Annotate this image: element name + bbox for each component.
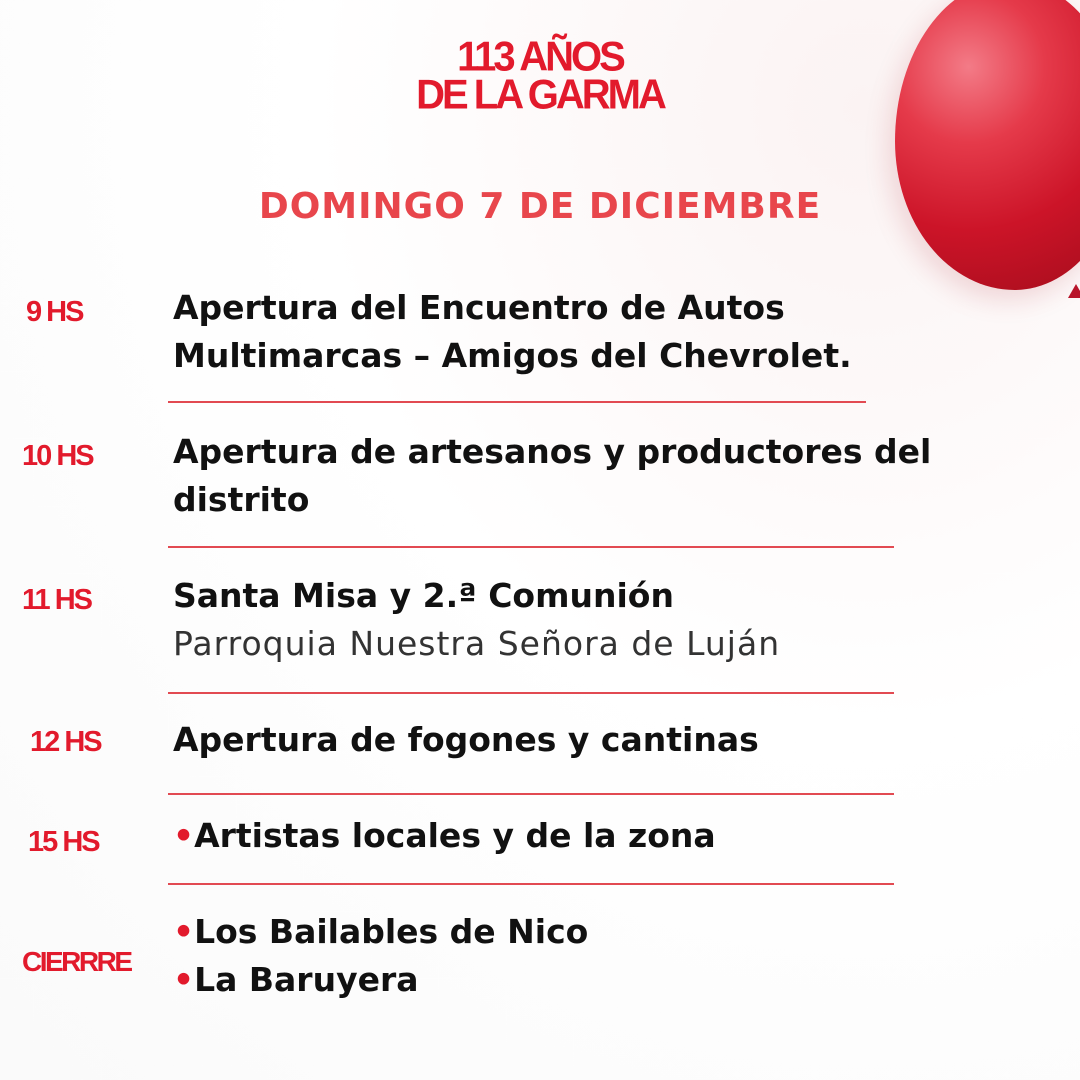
bullet-item <box>173 812 716 860</box>
balloon-knot-icon <box>1068 284 1080 298</box>
time-label: CIERRRE <box>22 946 131 977</box>
event-date: DOMINGO 7 DE DICIEMBRE <box>258 186 822 227</box>
event-text: Apertura de artesanos y productores del <box>173 432 932 471</box>
bullet-icon: • <box>173 960 195 999</box>
time-label: 15 HS <box>28 826 99 858</box>
event-text: Apertura del Encuentro de Autos <box>173 288 785 327</box>
event-text: Multimarcas – Amigos del Chevrolet. <box>173 336 852 375</box>
schedule-item-2 <box>173 428 931 524</box>
balloon-icon <box>895 0 1080 290</box>
divider <box>168 401 866 403</box>
schedule-item-3 <box>173 572 780 668</box>
schedule-item-1 <box>173 284 852 380</box>
event-text: Artistas locales y de la zona <box>194 816 716 855</box>
anniversary-logo <box>400 33 680 119</box>
schedule-item-6 <box>173 908 588 1004</box>
time-label: 12 HS <box>30 726 101 758</box>
bullet-item <box>173 956 588 1004</box>
time-label: 10 HS <box>22 440 93 472</box>
logo-line-1: 113 AÑOS <box>457 33 623 81</box>
divider <box>168 883 894 885</box>
event-location: Parroquia Nuestra Señora de Luján <box>173 624 781 663</box>
divider <box>168 546 894 548</box>
schedule-item-4 <box>173 716 759 764</box>
time-label: 11 HS <box>22 584 91 616</box>
bullet-item <box>173 908 588 956</box>
event-title: Santa Misa y 2.ª Comunión <box>173 576 674 615</box>
event-text: Los Bailables de Nico <box>194 912 589 951</box>
divider <box>168 692 894 694</box>
divider <box>168 793 894 795</box>
schedule-item-5 <box>173 812 716 860</box>
bullet-icon: • <box>173 912 195 951</box>
logo-line-2: DE LA GARMA <box>416 71 664 119</box>
time-label: 9 HS <box>26 296 83 328</box>
event-text: distrito <box>173 480 310 519</box>
event-text: La Baruyera <box>194 960 419 999</box>
bullet-icon: • <box>173 816 195 855</box>
event-text: Apertura de fogones y cantinas <box>173 720 759 759</box>
